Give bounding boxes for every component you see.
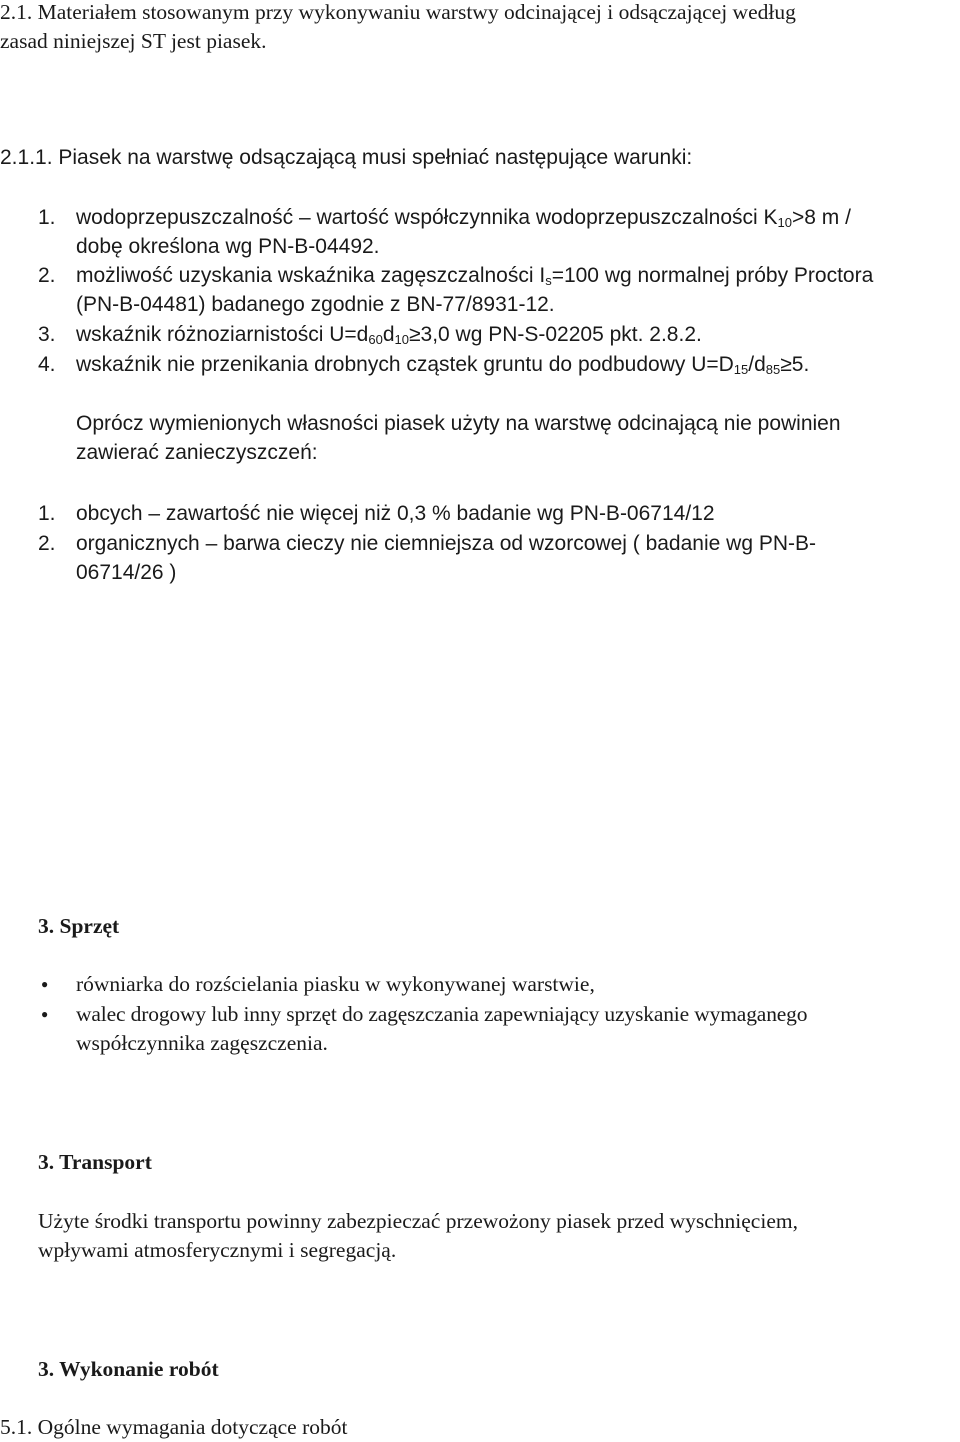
condition-line2: dobę określona wg PN-B-04492. bbox=[76, 235, 380, 258]
condition-number: 2. bbox=[38, 264, 56, 287]
section-2-1-paragraph bbox=[0, 0, 958, 56]
condition-line1: możliwość uzyskania wskaźnika zagęszczalności $I_s=100$ wg normalnej próby Proctora bbox=[76, 264, 874, 288]
equipment-item-text: równiarka do rozścielania piasku w wykonywanej warstwie, bbox=[76, 972, 595, 996]
condition-number: 4. bbox=[38, 353, 56, 376]
condition-number: 3. bbox=[38, 323, 56, 346]
section-2-1-line2: zasad niniejszej ST jest piasek. bbox=[0, 29, 267, 53]
contaminant-line1: organicznych – barwa cieczy nie ciemniejsza od wzorcowej ( badanie wg PN-B- bbox=[76, 532, 816, 555]
contamination-intro-line2: zawierać zanieczyszczeń: bbox=[76, 441, 318, 464]
condition-line1: wskaźnik nie przenikania drobnych cząstek gruntu do podbudowy $U=D_{15}/d_{85}\ge 5$. bbox=[76, 353, 810, 377]
equipment-item-line2: współczynnika zagęszczenia. bbox=[76, 1031, 328, 1055]
section-2-1-1-heading: 2.1.1. Piasek na warstwę odsączającą musi spełniać następujące warunki: bbox=[0, 146, 693, 169]
condition-line2: (PN-B-04481) badanego zgodnie z BN-77/8931-12. bbox=[76, 293, 555, 316]
transport-paragraph bbox=[38, 1207, 960, 1265]
contaminant-line2: 06714/26 ) bbox=[76, 561, 177, 584]
section-2-1-line1: 2.1. Materiałem stosowanym przy wykonywaniu warstwy odcinającej i odsączającej według bbox=[0, 0, 796, 24]
bullet-icon: ● bbox=[41, 977, 49, 991]
transport-line1: Użyte środki transportu powinny zabezpieczać przewożony piasek przed wyschnięciem, bbox=[38, 1209, 798, 1233]
contaminant-number: 2. bbox=[38, 532, 56, 555]
contaminant-text: obcych – zawartość nie więcej niż 0,3 % badanie wg PN-B-06714/12 bbox=[76, 502, 715, 525]
equipment-heading: 3. Sprzęt bbox=[38, 914, 120, 938]
condition-line1: wodoprzepuszczalność – wartość współczynnika wodoprzepuszczalności $K_{10}>8$ m / bbox=[76, 206, 851, 230]
transport-heading: 3. Transport bbox=[38, 1150, 152, 1174]
works-heading: 3. Wykonanie robót bbox=[38, 1357, 219, 1381]
contaminant-number: 1. bbox=[38, 502, 56, 525]
bullet-icon: ● bbox=[41, 1007, 49, 1021]
equipment-item-line1: walec drogowy lub inny sprzęt do zagęszczania zapewniający uzyskanie wymaganego bbox=[76, 1002, 808, 1026]
condition-number: 1. bbox=[38, 206, 56, 229]
works-sub-heading: 5.1. Ogólne wymagania dotyczące robót bbox=[0, 1415, 348, 1439]
transport-line2: wpływami atmosferycznymi i segregacją. bbox=[38, 1238, 397, 1262]
contamination-intro-line1: Oprócz wymienionych własności piasek użyty na warstwę odcinającą nie powinien bbox=[76, 412, 841, 435]
condition-line1: wskaźnik różnoziarnistości $U=d_{60}d_{10}\ge 3,0$ wg PN-S-02205 pkt. 2.8.2. bbox=[76, 323, 702, 347]
